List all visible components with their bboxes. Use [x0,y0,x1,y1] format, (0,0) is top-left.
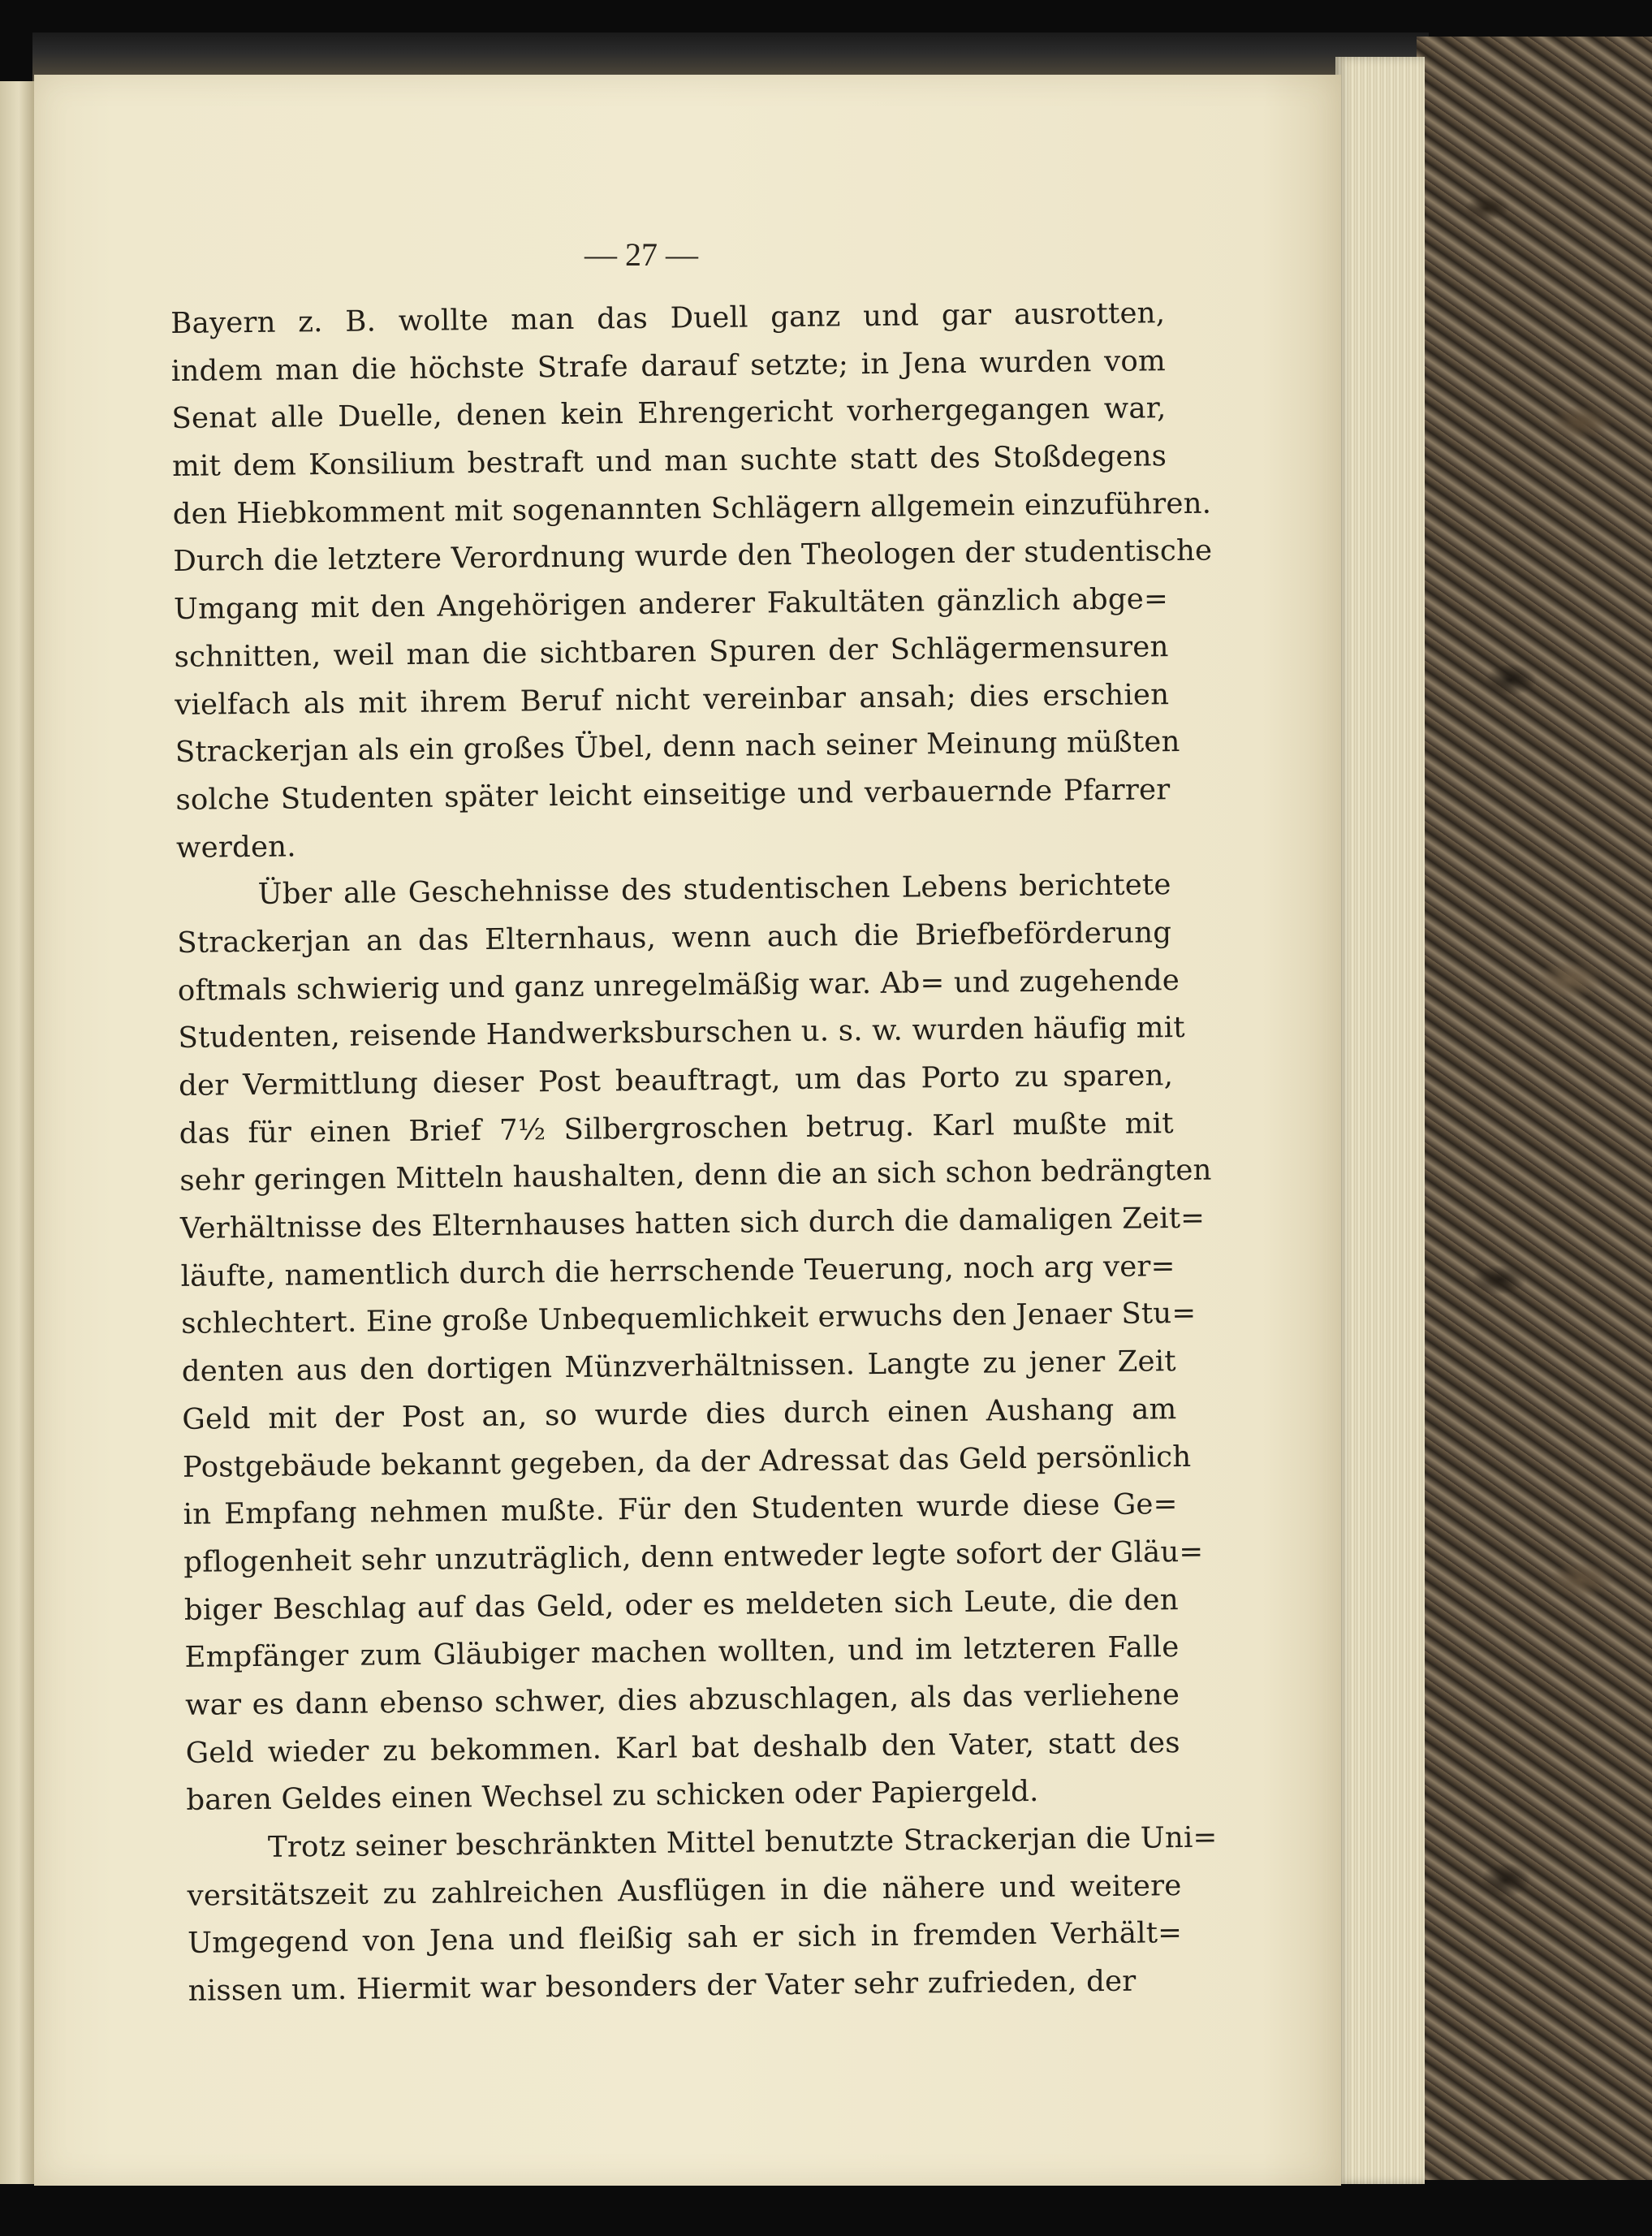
text-line: werden. [175,829,296,865]
text-line: Trotz seiner beschränkten Mittel benutzte Strackerjan die Uni= [267,1820,1218,1864]
text-line: Strackerjan an das Elternhaus, wenn auch die Briefbeförderung [177,916,1172,960]
text-line: den Hiebkomment mit sogenannten Schlägern allgemein einzuführen. [172,486,1212,531]
text-line: Postgebäude bekannt gegeben, da der Adressat das Geld persönlich [182,1440,1192,1484]
text-line: mit dem Konsilium bestraft und man suchte statt des Stoßdegens [171,439,1167,484]
text-line: Geld mit der Post an, so wurde dies durch einen Aushang am [182,1392,1177,1436]
text-line: denten aus den dortigen Münzverhältnissen. Langte zu jener Zeit [181,1345,1176,1389]
text-line: baren Geldes einen Wechsel zu schicken oder Papiergeld. [186,1775,1039,1818]
text-line: pflogenheit sehr unzuträglich, denn entweder legte sofort der Gläu= [183,1535,1204,1579]
text-line: versitätszeit zu zahlreichen Ausflügen in die nähere und weitere [187,1868,1182,1913]
text-line: Senat alle Duelle, denen kein Ehrengericht vorhergegangen war, [171,391,1167,436]
text-line: Bayern z. B. wollte man das Duell ganz und gar ausrotten, [170,296,1166,340]
text-line: biger Beschlag auf das Geld, oder es meldeten sich Leute, die den [183,1582,1180,1627]
text-line: in Empfang nehmen mußte. Für den Studenten wurde diese Ge= [183,1487,1178,1532]
text-line: schlechtert. Eine große Unbequemlichkeit erwuchs den Jenaer Stu= [180,1297,1197,1341]
marbled-cover [1417,37,1652,2180]
book-top-edge [32,32,1429,81]
text-line: solche Studenten später leicht einseitige und verbauernde Pfarrer [175,773,1171,817]
text-line: Empfänger zum Gläubiger machen wollten, und im letzteren Falle [184,1630,1180,1675]
page-block-edges [1335,57,1425,2184]
text-line: Geld wieder zu bekommen. Karl bat deshalb den Vater, statt des [185,1725,1180,1770]
text-line: indem man die höchste Strafe darauf setzte; in Jena wurden vom [170,343,1167,388]
text-line: Verhältnisse des Elternhauses hatten sich durch die damaligen Zeit= [179,1201,1206,1245]
previous-page-edge [0,81,34,2184]
text-line: Umgegend von Jena und fleißig sah er sich in fremden Verhält= [187,1916,1183,1961]
text-line: nissen um. Hiermit war besonders der Vater sehr zufrieden, der [188,1964,1137,2008]
text-line: der Vermittlung dieser Post beauftragt, um das Porto zu sparen, [178,1059,1174,1103]
text-line: war es dann ebenso schwer, dies abzuschlagen, als das verliehene [184,1678,1180,1722]
page-number: — 27 — [584,236,698,273]
body-text [170,290,1218,2015]
text-line: das für einen Brief 7½ Silbergroschen betrug. Karl mußte mit [179,1106,1174,1150]
text-line: Strackerjan als ein großes Übel, denn nach seiner Meinung müßten [175,725,1180,770]
text-line: schnitten, weil man die sichtbaren Spuren der Schlägermensuren [174,629,1169,674]
text-line: vielfach als mit ihrem Beruf nicht vereinbar ansah; dies erschien [175,677,1170,722]
text-line: oftmals schwierig und ganz unregelmäßig war. Ab= und zugehende [177,963,1180,1008]
text-line: sehr geringen Mitteln haushalten, denn die an sich schon bedrängten [179,1154,1212,1198]
text-line: Studenten, reisende Handwerksburschen u. s. w. wurden häufig mit [178,1011,1185,1055]
text-line: Durch die letztere Verordnung wurde den Theologen der studentische [173,534,1213,579]
text-line: läufte, namentlich durch die herrschende Teuerung, noch arg ver= [180,1249,1175,1293]
text-line: Über alle Geschehnisse des studentischen Lebens berichtete [257,868,1171,912]
text-line: Umgang mit den Angehörigen anderer Fakultäten gänzlich abge= [173,582,1169,627]
